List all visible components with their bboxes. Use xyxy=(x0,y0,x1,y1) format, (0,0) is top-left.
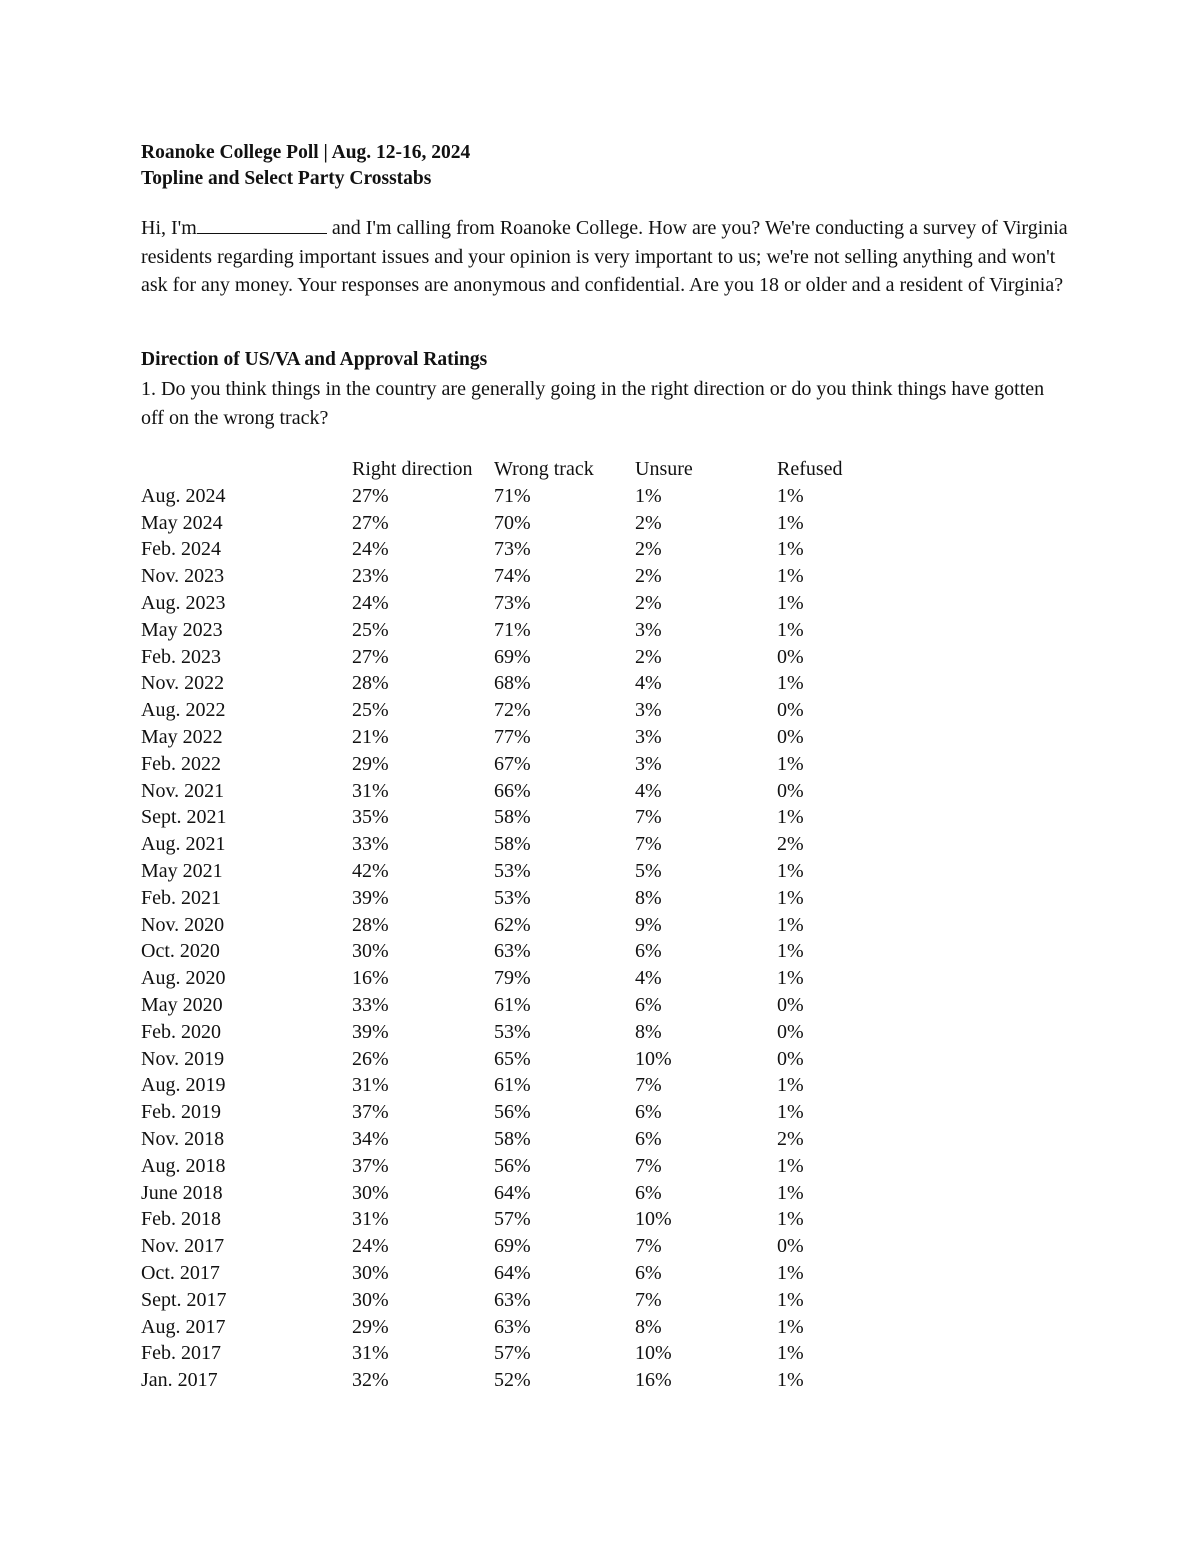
name-blank xyxy=(197,215,327,234)
table-cell: Feb. 2023 xyxy=(141,645,221,668)
table-cell: 23% xyxy=(352,565,389,588)
table-cell: 16% xyxy=(635,1369,672,1392)
table-cell: 68% xyxy=(494,672,531,695)
table-cell: Aug. 2024 xyxy=(141,484,226,507)
column-header: Wrong track xyxy=(494,458,594,480)
table-cell: 2% xyxy=(777,1127,804,1150)
table-cell: 6% xyxy=(635,993,662,1016)
table-cell: 63% xyxy=(494,1288,531,1311)
table-cell: 37% xyxy=(352,1101,389,1124)
table-cell: Aug. 2019 xyxy=(141,1074,226,1097)
table-cell: Aug. 2018 xyxy=(141,1154,226,1177)
table-cell: 10% xyxy=(635,1208,672,1231)
table-cell: 58% xyxy=(494,806,531,829)
table-cell: 2% xyxy=(777,833,804,856)
table-cell: 33% xyxy=(352,993,389,1016)
table-cell: 4% xyxy=(635,672,662,695)
table-cell: 1% xyxy=(777,886,804,909)
table-cell: 58% xyxy=(494,833,531,856)
table-cell: 1% xyxy=(777,1369,804,1392)
table-cell: 3% xyxy=(635,618,662,641)
table-cell: 1% xyxy=(777,591,804,614)
column-header: Refused xyxy=(777,458,843,480)
column-header: Right direction xyxy=(352,458,473,480)
table-cell: 24% xyxy=(352,1235,389,1258)
table-cell: Oct. 2020 xyxy=(141,940,220,963)
table-cell: Nov. 2018 xyxy=(141,1127,225,1150)
table-cell: Nov. 2021 xyxy=(141,779,225,802)
table-cell: 1% xyxy=(777,1074,804,1097)
table-cell: Sept. 2017 xyxy=(141,1288,227,1311)
table-cell: 0% xyxy=(777,645,804,668)
table-cell: 1% xyxy=(777,859,804,882)
table-cell: Feb. 2019 xyxy=(141,1101,221,1124)
table-cell: 61% xyxy=(494,993,531,1016)
table-cell: 69% xyxy=(494,1235,531,1258)
table-cell: Nov. 2017 xyxy=(141,1235,225,1258)
table-cell: 1% xyxy=(635,484,662,507)
table-cell: 0% xyxy=(777,1020,804,1043)
table-cell: 28% xyxy=(352,672,389,695)
document-subtitle: Topline and Select Party Crosstabs xyxy=(141,168,432,189)
table-cell: 1% xyxy=(777,1261,804,1284)
table-cell: 25% xyxy=(352,699,389,722)
table-cell: 1% xyxy=(777,511,804,534)
table-cell: 5% xyxy=(635,859,662,882)
table-cell: 10% xyxy=(635,1047,672,1070)
table-cell: 8% xyxy=(635,886,662,909)
table-cell: 0% xyxy=(777,993,804,1016)
table-cell: Feb. 2017 xyxy=(141,1342,221,1365)
table-cell: 1% xyxy=(777,538,804,561)
table-cell: 64% xyxy=(494,1181,531,1204)
table-cell: 1% xyxy=(777,752,804,775)
table-cell: 6% xyxy=(635,940,662,963)
table-cell: 31% xyxy=(352,1208,389,1231)
table-cell: June 2018 xyxy=(141,1181,223,1204)
table-cell: 3% xyxy=(635,725,662,748)
document-title: Roanoke College Poll | Aug. 12-16, 2024 xyxy=(141,142,471,163)
table-cell: 1% xyxy=(777,565,804,588)
table-cell: 77% xyxy=(494,725,531,748)
table-cell: 1% xyxy=(777,1288,804,1311)
table-cell: 1% xyxy=(777,1101,804,1124)
intro-paragraph xyxy=(141,214,1071,300)
table-cell: 52% xyxy=(494,1369,531,1392)
table-cell: 27% xyxy=(352,511,389,534)
table-cell: 66% xyxy=(494,779,531,802)
table-cell: 4% xyxy=(635,779,662,802)
table-cell: 27% xyxy=(352,645,389,668)
table-cell: 61% xyxy=(494,1074,531,1097)
table-cell: May 2022 xyxy=(141,725,223,748)
table-cell: 9% xyxy=(635,913,662,936)
table-cell: 32% xyxy=(352,1369,389,1392)
table-cell: 8% xyxy=(635,1315,662,1338)
table-cell: 79% xyxy=(494,967,531,990)
table-cell: 64% xyxy=(494,1261,531,1284)
table-cell: 28% xyxy=(352,913,389,936)
table-cell: Nov. 2019 xyxy=(141,1047,225,1070)
table-cell: 62% xyxy=(494,913,531,936)
table-cell: 2% xyxy=(635,591,662,614)
table-cell: 6% xyxy=(635,1261,662,1284)
table-cell: 27% xyxy=(352,484,389,507)
table-cell: 0% xyxy=(777,725,804,748)
table-cell: 67% xyxy=(494,752,531,775)
column-header: Unsure xyxy=(635,458,693,480)
table-cell: 29% xyxy=(352,1315,389,1338)
table-cell: 1% xyxy=(777,1315,804,1338)
table-cell: Aug. 2022 xyxy=(141,699,226,722)
table-cell: May 2020 xyxy=(141,993,223,1016)
table-cell: 73% xyxy=(494,591,531,614)
table-cell: 2% xyxy=(635,538,662,561)
table-cell: 31% xyxy=(352,1342,389,1365)
table-cell: 3% xyxy=(635,699,662,722)
table-cell: 56% xyxy=(494,1101,531,1124)
table-cell: Nov. 2023 xyxy=(141,565,225,588)
table-cell: Aug. 2023 xyxy=(141,591,226,614)
table-cell: May 2023 xyxy=(141,618,223,641)
table-cell: 63% xyxy=(494,1315,531,1338)
table-cell: 1% xyxy=(777,1154,804,1177)
table-cell: 2% xyxy=(635,645,662,668)
table-cell: 0% xyxy=(777,699,804,722)
table-cell: 1% xyxy=(777,672,804,695)
table-cell: 7% xyxy=(635,806,662,829)
table-cell: 7% xyxy=(635,833,662,856)
table-cell: 1% xyxy=(777,913,804,936)
table-cell: 53% xyxy=(494,859,531,882)
table-cell: 70% xyxy=(494,511,531,534)
table-cell: Nov. 2020 xyxy=(141,913,225,936)
table-cell: 4% xyxy=(635,967,662,990)
table-cell: 1% xyxy=(777,806,804,829)
table-cell: 24% xyxy=(352,591,389,614)
table-cell: 74% xyxy=(494,565,531,588)
table-cell: 30% xyxy=(352,1288,389,1311)
table-cell: 71% xyxy=(494,484,531,507)
table-cell: May 2021 xyxy=(141,859,223,882)
table-cell: 31% xyxy=(352,779,389,802)
table-cell: 56% xyxy=(494,1154,531,1177)
table-cell: 10% xyxy=(635,1342,672,1365)
table-cell: 1% xyxy=(777,1342,804,1365)
table-cell: 24% xyxy=(352,538,389,561)
table-cell: 57% xyxy=(494,1208,531,1231)
table-cell: 30% xyxy=(352,1181,389,1204)
table-cell: Aug. 2021 xyxy=(141,833,226,856)
table-cell: 33% xyxy=(352,833,389,856)
table-cell: 57% xyxy=(494,1342,531,1365)
table-cell: 30% xyxy=(352,1261,389,1284)
table-cell: Feb. 2018 xyxy=(141,1208,221,1231)
table-cell: 30% xyxy=(352,940,389,963)
table-cell: 7% xyxy=(635,1154,662,1177)
table-cell: Aug. 2017 xyxy=(141,1315,226,1338)
table-cell: 73% xyxy=(494,538,531,561)
table-cell: 1% xyxy=(777,940,804,963)
table-cell: 1% xyxy=(777,618,804,641)
table-cell: 34% xyxy=(352,1127,389,1150)
table-cell: Feb. 2024 xyxy=(141,538,221,561)
table-cell: Oct. 2017 xyxy=(141,1261,220,1284)
table-cell: 71% xyxy=(494,618,531,641)
table-cell: 26% xyxy=(352,1047,389,1070)
table-cell: Aug. 2020 xyxy=(141,967,226,990)
table-cell: 1% xyxy=(777,967,804,990)
table-cell: 6% xyxy=(635,1181,662,1204)
table-cell: 58% xyxy=(494,1127,531,1150)
table-cell: 39% xyxy=(352,1020,389,1043)
table-cell: 6% xyxy=(635,1101,662,1124)
table-cell: 39% xyxy=(352,886,389,909)
table-cell: 0% xyxy=(777,1235,804,1258)
table-cell: 53% xyxy=(494,886,531,909)
table-cell: 8% xyxy=(635,1020,662,1043)
section-heading: Direction of US/VA and Approval Ratings xyxy=(141,349,488,370)
table-cell: 65% xyxy=(494,1047,531,1070)
table-cell: 69% xyxy=(494,645,531,668)
table-cell: Feb. 2022 xyxy=(141,752,221,775)
table-cell: Feb. 2020 xyxy=(141,1020,221,1043)
intro-start: Hi, I'm xyxy=(141,217,197,239)
table-cell: 35% xyxy=(352,806,389,829)
table-cell: Sept. 2021 xyxy=(141,806,227,829)
table-cell: 7% xyxy=(635,1288,662,1311)
intro-rest: and I'm calling from Roanoke College. How are you? We're conducting a survey of Virginia residents regarding important issues and your opinion is very important to us; we're not selling anything and won't ask for any money. Your responses are anonymous and confidential. Are you 18 or older and a resident of Virginia? xyxy=(141,217,1068,296)
table-cell: 25% xyxy=(352,618,389,641)
table-cell: 72% xyxy=(494,699,531,722)
table-cell: 1% xyxy=(777,1208,804,1231)
table-cell: 29% xyxy=(352,752,389,775)
table-cell: 31% xyxy=(352,1074,389,1097)
table-cell: 1% xyxy=(777,1181,804,1204)
table-cell: 42% xyxy=(352,859,389,882)
table-cell: 37% xyxy=(352,1154,389,1177)
table-cell: Nov. 2022 xyxy=(141,672,225,695)
table-cell: 1% xyxy=(777,484,804,507)
table-cell: May 2024 xyxy=(141,511,223,534)
table-cell: 7% xyxy=(635,1074,662,1097)
table-cell: Jan. 2017 xyxy=(141,1369,218,1392)
table-cell: 63% xyxy=(494,940,531,963)
table-cell: 0% xyxy=(777,1047,804,1070)
table-cell: 2% xyxy=(635,511,662,534)
table-cell: 53% xyxy=(494,1020,531,1043)
table-cell: 2% xyxy=(635,565,662,588)
table-cell: 16% xyxy=(352,967,389,990)
table-cell: 0% xyxy=(777,779,804,802)
table-cell: 6% xyxy=(635,1127,662,1150)
table-cell: 21% xyxy=(352,725,389,748)
table-cell: Feb. 2021 xyxy=(141,886,221,909)
table-cell: 3% xyxy=(635,752,662,775)
table-cell: 7% xyxy=(635,1235,662,1258)
question-text: 1. Do you think things in the country are generally going in the right direction or do you think things have gotten off on the wrong track? xyxy=(141,378,1045,429)
